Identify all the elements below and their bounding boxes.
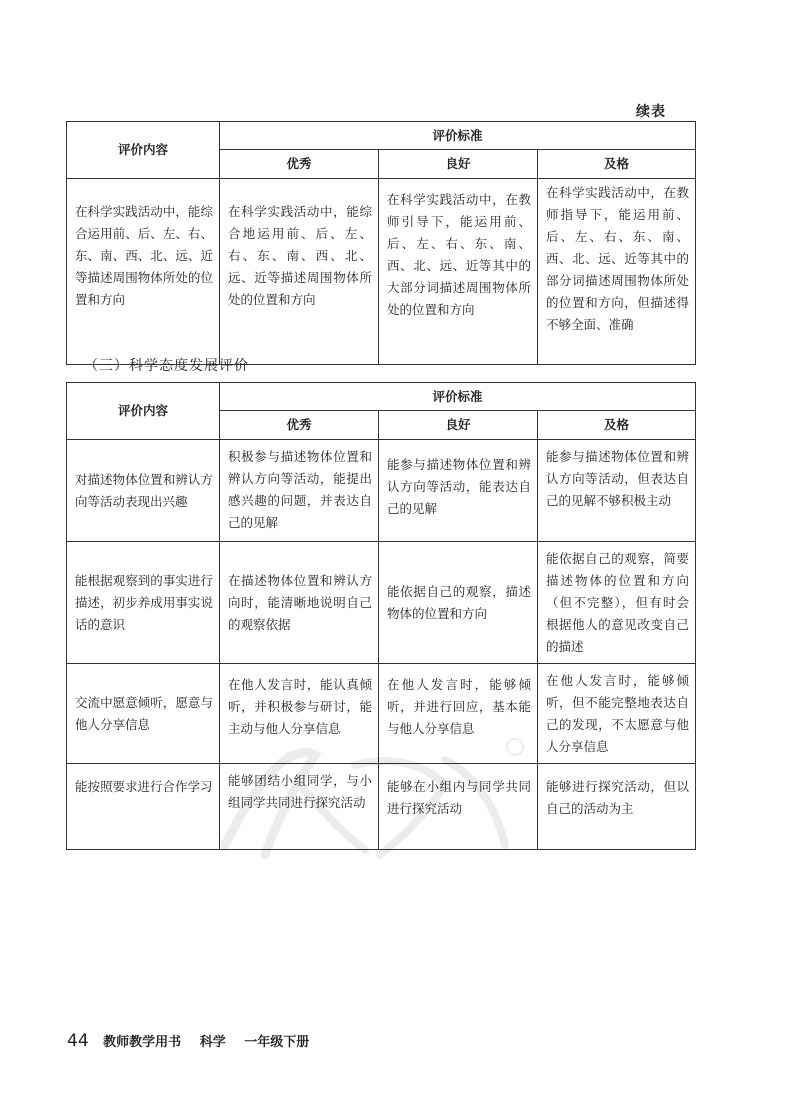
header-excellent: 优秀 (220, 411, 379, 440)
cell-content: 对描述物体位置和辨认方向等活动表现出兴趣 (67, 440, 220, 542)
page-footer (67, 1031, 309, 1051)
cell-pass: 在他人发言时，能够倾听，但不能完整地表达自己的发现，不太愿意与他人分享信息 (538, 664, 696, 764)
cell-pass: 在科学实践活动中，在教师指导下，能运用前、后、左、右、东、南、西、北、远、近等其中的部分词描述周围物体所处的位置和方向，但描述得不够全面、准确 (538, 179, 696, 365)
header-good: 良好 (379, 150, 538, 179)
book-title: 教师教学用书 (103, 1035, 182, 1050)
cell-good: 在科学实践活动中，在教师引导下，能运用前、后、左、右、东、南、西、北、远、近等其中的大部分词描述周围物体所处的位置和方向 (379, 179, 538, 365)
header-standard: 评价标准 (220, 383, 696, 411)
cell-content: 在科学实践活动中，能综合运用前、后、左、右、东、南、西、北、远、近等描述周围物体所处的位置和方向 (67, 179, 220, 365)
cell-content: 能根据观察到的事实进行描述，初步养成用事实说话的意识 (67, 542, 220, 664)
header-standard: 评价标准 (220, 122, 696, 150)
cell-excellent: 积极参与描述物体位置和辨认方向等活动，能提出感兴趣的问题，并表达自己的见解 (220, 440, 379, 542)
header-good: 良好 (379, 411, 538, 440)
cell-pass: 能依据自己的观察，简要描述物体的位置和方向（但不完整），但有时会根据他人的意见改变自己的描述 (538, 542, 696, 664)
cell-content: 交流中愿意倾听，愿意与他人分享信息 (67, 664, 220, 764)
page-number: 44 (67, 1031, 89, 1051)
header-pass: 及格 (538, 150, 696, 179)
section-title: （三）科学态度发展评价 (84, 358, 249, 374)
cell-excellent: 在描述物体位置和辨认方向时，能清晰地说明自己的观察依据 (220, 542, 379, 664)
table-row (67, 664, 696, 764)
cell-pass: 能够进行探究活动，但以自己的活动为主 (538, 764, 696, 850)
header-excellent: 优秀 (220, 150, 379, 179)
cell-pass: 能参与描述物体位置和辨认方向等活动，但表达自己的见解不够积极主动 (538, 440, 696, 542)
cell-excellent: 在科学实践活动中，能综合地运用前、后、左、右、东、南、西、北、远、近等描述周围物体所处的位置和方向 (220, 179, 379, 365)
continued-label: 续表 (636, 104, 666, 120)
header-pass: 及格 (538, 411, 696, 440)
table-row (67, 440, 696, 542)
header-content: 评价内容 (67, 383, 220, 440)
cell-good: 能参与描述物体位置和辨认方向等活动，能表达自己的见解 (379, 440, 538, 542)
cell-good: 能够在小组内与同学共同进行探究活动 (379, 764, 538, 850)
cell-excellent: 在他人发言时，能认真倾听，并积极参与研讨，能主动与他人分享信息 (220, 664, 379, 764)
cell-excellent: 能够团结小组同学，与小组同学共同进行探究活动 (220, 764, 379, 850)
volume: 一年级下册 (244, 1035, 310, 1050)
table-row (67, 764, 696, 850)
table-row (67, 179, 696, 365)
evaluation-table-knowledge (66, 121, 696, 365)
header-content: 评价内容 (67, 122, 220, 179)
cell-good: 在他人发言时，能够倾听，并进行回应，基本能与他人分享信息 (379, 664, 538, 764)
subject: 科学 (199, 1035, 226, 1050)
cell-content: 能按照要求进行合作学习 (67, 764, 220, 850)
evaluation-table-attitude (66, 382, 696, 850)
cell-good: 能依据自己的观察，描述物体的位置和方向 (379, 542, 538, 664)
table-row (67, 542, 696, 664)
